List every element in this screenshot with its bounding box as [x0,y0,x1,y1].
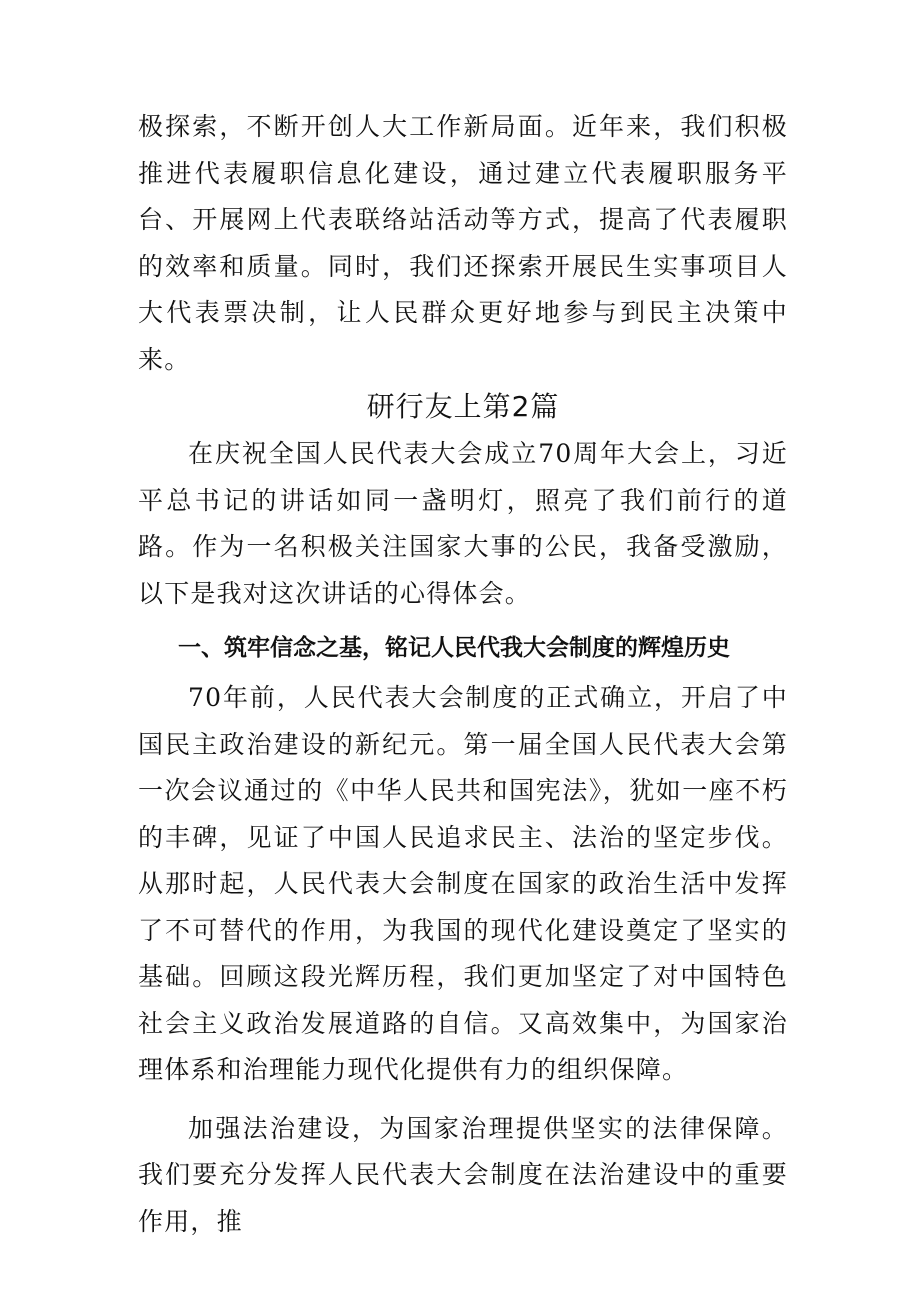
paragraph-history: 70年前，人民代表大会制度的正式确立，开启了中国民主政治建设的新纪元。第一届全国人民代表大会第一次会议通过的《中华人民共和国宪法》，犹如一座不朽的丰碑，见证了中国人民追求民主、法治的坚定步伐。从那时起，人民代表大会制度在国家的政治生活中发挥了不可替代的作用，为我国的现代化建设奠定了坚实的基础。回顾这段光辉历程，我们更加坚定了对中国特色社会主义政治发展道路的自信。又高效集中，为国家治理体系和治理能力现代化提供有力的组织保障。 [138,683,788,1084]
paragraph-rule-of-law: 加强法治建设，为国家治理提供坚实的法律保障。我们要充分发挥人民代表大会制度在法治建设中的重要作用，推 [138,1113,788,1236]
document-body [138,104,788,1245]
section-heading: 一、筑牢信念之基，铭记人民代我大会制度的辉煌历史 [178,635,730,661]
paragraph-continuation: 极探索，不断开创人大工作新局面。近年来，我们积极推进代表履职信息化建设，通过建立代表履职服务平台、开展网上代表联络站活动等方式，提高了代表履职的效率和质量。同时，我们还探索开展民生实事项目人大代表票决制，让人民群众更好地参与到民主决策中来。 [138,112,788,374]
section-title: 研行友上第2篇 [366,390,560,423]
paragraph-intro: 在庆祝全国人民代表大会成立70周年大会上，习近平总书记的讲话如同一盏明灯，照亮了我们前行的道路。作为一名积极关注国家大事的公民，我备受激励，以下是我对这次讲话的心得体会。 [138,439,788,608]
